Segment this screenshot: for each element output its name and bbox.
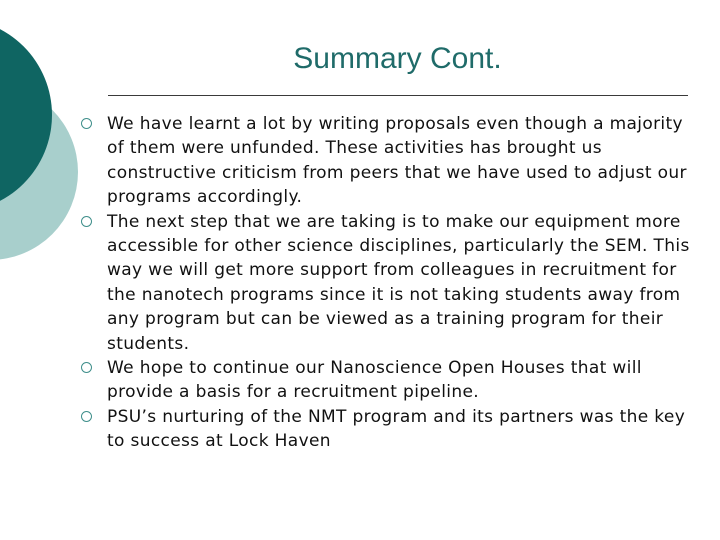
bullet-text: We have learnt a lot by writing proposals even though a majority of them were unfunded. These activities has brought us constructive criticism from peers that we have used to adjust our programs accordingly. (107, 114, 687, 208)
bullet-text: The next step that we are taking is to make our equipment more accessible for other science disciplines, particularly the SEM. This way we will get more support from colleagues in recruitment for the nanotech programs since it is not taking students away from any program but can be viewed as a training program for their students. (107, 211, 690, 354)
decorative-circles (0, 0, 90, 300)
slide-title: Summary Cont. (293, 42, 502, 75)
bullet-text: PSU’s nurturing of the NMT program and its partners was the key to success at Lock Haven (107, 406, 686, 452)
bullet-circle-icon (81, 411, 92, 422)
bullet-item (80, 112, 692, 210)
bullet-item (80, 356, 692, 405)
bullet-item (80, 210, 692, 356)
bullet-circle-icon (81, 118, 92, 129)
title-divider (108, 95, 688, 96)
bullet-text: We hope to continue our Nanoscience Open Houses that will provide a basis for a recruitment pipeline. (107, 358, 642, 403)
bullet-item (80, 405, 692, 454)
bullet-circle-icon (81, 216, 92, 227)
bullet-list (80, 112, 692, 454)
bullet-circle-icon (81, 362, 92, 373)
